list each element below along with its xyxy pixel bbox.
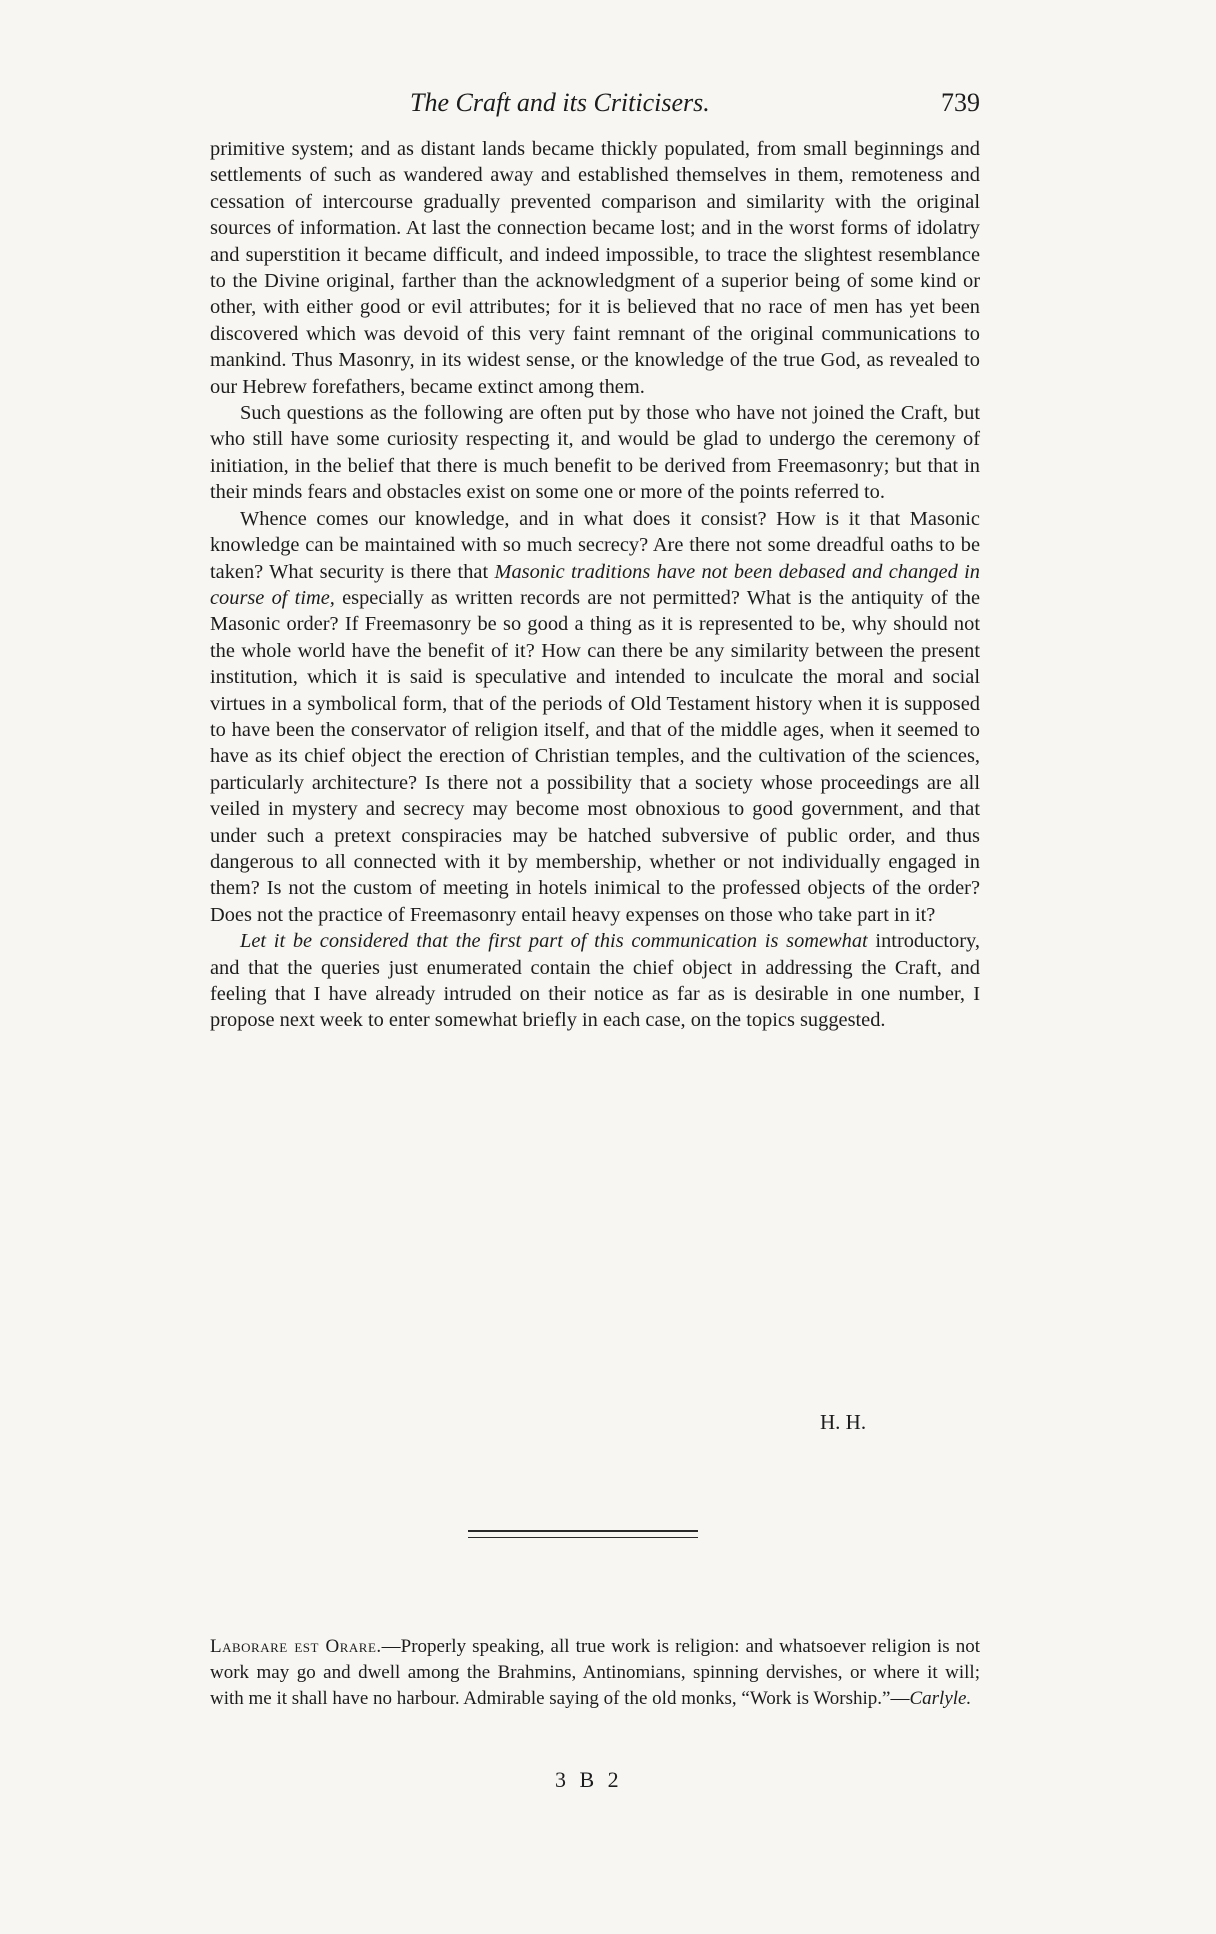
paragraph-3-part-b: especially as written records are not permitted? What is the antiquity of the Masonic order? If Freemasonry be so good a thing as it is represented to be, why should not the whole world have the benefit of it? How can there be any similarity between the present institution, which it is said is speculative and intended to inculcate the moral and social virtues in a symbolical form, that of the periods of Old Testament history when it is supposed to have been the conservator of religion itself, and that of the middle ages, when it seemed to have as its chief object the erection of Christian temples, and the cultivation of the sciences, particularly architecture? Is there not a possibility that a society whose proceedings are all veiled in mystery and secrecy may become most obnoxious to good government, and that under such a pretext conspiracies may be hatched subversive of public order, and thus dangerous to all connected with it by membership, whether or not individually engaged in them? Is not the custom of meeting in hotels inimical to the professed objects of the order? Does not the practice of Freemasonry entail heavy expenses on those who take part in it? — [210, 586, 980, 926]
paragraph-4 — [210, 928, 980, 1034]
paragraph-4-italic: Let it be considered that the first part of this communication is somewhat — [240, 930, 868, 953]
printer-signature-mark: 3 B 2 — [555, 1767, 623, 1792]
footnote-lead: Laborare est Orare. — [210, 1636, 382, 1657]
running-title: The Craft and its Criticisers. — [410, 88, 710, 117]
page-number: 739 — [941, 88, 980, 117]
author-signature: H. H. — [820, 1410, 867, 1434]
paragraph-2: Such questions as the following are often put by those who have not joined the Craft, but who still have some curiosity respecting it, and would be glad to undergo the ceremony of initiation, in the belief that there is much benefit to be derived from Freemasonry; but that in their minds fears and obstacles exist on some one or more of the points referred to. — [210, 402, 980, 504]
paragraph-3-italic: Masonic traditions have not been debased and changed in course of time, — [210, 560, 980, 609]
footnote — [210, 1634, 980, 1712]
section-divider — [468, 1530, 698, 1538]
paragraph-3 — [210, 506, 980, 929]
paragraph-3-part-a: Whence comes our knowledge, and in what does it consist? How is it that Masonic knowledge can be maintained with so much secrecy? Are there not some dreadful oaths to be taken? What security is there that — [210, 507, 980, 583]
paragraph-4-text: introductory, and that the queries just enumerated contain the chief object in addressing the Craft, and feeling that I have already intruded on their notice as far as is desirable in one number, I propose next week to enter somewhat briefly in each case, on the topics suggested. — [210, 930, 980, 1032]
footnote-text: —Properly speaking, all true work is religion: and whatsoever religion is not work may go and dwell among the Brahmins, Antinomians, spinning dervishes, or where it will; with me it shall have no harbour. Admirable saying of the old monks, “Work is Worship.”— — [210, 1636, 980, 1709]
page-header — [200, 88, 980, 128]
article-body — [210, 136, 980, 1034]
paragraph-1: primitive system; and as distant lands became thickly populated, from small beginnings and settlements of such as wandered away and established themselves in them, remoteness and cessation of intercourse gradually prevented comparison and similarity with the original sources of information. At last the connection became lost; and in the worst forms of idolatry and superstition it became difficult, and indeed impossible, to trace the slightest resemblance to the Divine original, farther than the acknowledgment of a superior being of some kind or other, with either good or evil attributes; for it is believed that no race of men has yet been discovered which was devoid of this very faint remnant of the original communications to mankind. Thus Masonry, in its widest sense, or the knowledge of the true God, as revealed to our Hebrew forefathers, became extinct among them. — [210, 138, 980, 398]
footnote-attribution: Carlyle. — [909, 1688, 972, 1709]
